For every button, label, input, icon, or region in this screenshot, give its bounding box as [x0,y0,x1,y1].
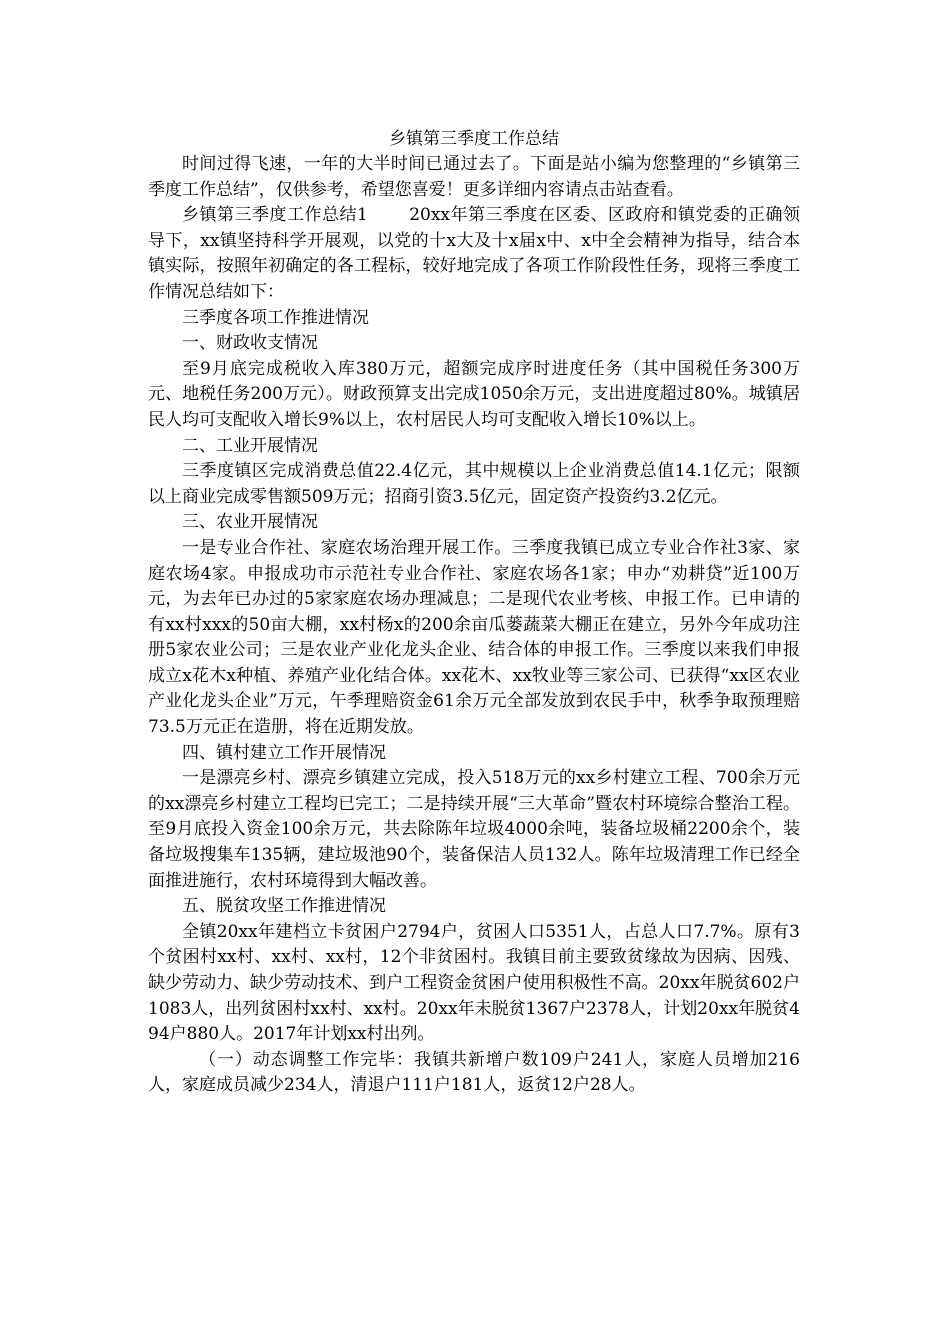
intro-paragraph: 时间过得飞速，一年的大半时间已通过去了。下面是站小编为您整理的“乡镇第三季度工作总结”，仅供参考，希望您喜爱！更多详细内容请点击站查看。 [148,154,800,200]
section-heading-construction: 四、镇村建立工作开展情况 [182,742,386,763]
document-title: 乡镇第三季度工作总结 [389,129,559,149]
poverty-paragraph: 全镇20xx年建档立卡贫困户2794户，贫困人口5351人，占总人口7.7%。原有3个贫困村xx村、xx村、xx村，12个非贫困村。我镇目前主要致贫缘故为因病、因残、缺少劳动力、缺少劳动技术、到户工程资金贫困户使用积极性不高。20xx年脱贫602户1083人，出列贫困村xx村、xx村。20xx年未脱贫1367户2378人，计划20xx年脱贫494户880人。2017年计划xx村出列。 [148,921,800,1045]
section-heading: 三季度各项工作推进情况 [182,307,369,328]
agriculture-paragraph: 一是专业合作社、家庭农场治理开展工作。三季度我镇已成立专业合作社3家、家庭农场4家。申报成功市示范社专业合作社、家庭农场各1家；申办“劝耕贷”近100万元，为去年已办过的5家家庭农场办理减息；二是现代农业考核、申报工作。已申请的有xx村xxx的50亩大棚，xx村杨x的200余亩瓜蒌蔬菜大棚正在建立，另外今年成功注册5家农业公司；三是农业产业化龙头企业、结合体的申报工作。三季度以来我们申报成立x花木x种植、养殖产业化结合体。xx花木、xx牧业等三家公司、已获得“xx区农业产业化龙头企业”万元，午季理赔资金61余万元全部发放到农民手中，秋季争取预理赔73.5万元正在造册，将在近期发放。 [148,537,800,738]
section-heading-poverty: 五、脱贫攻坚工作推进情况 [182,896,386,917]
section-heading-finance: 一、财政收支情况 [182,333,318,354]
finance-paragraph: 至9月底完成税收入库380万元，超额完成序时进度任务（其中国税任务300万元、地税任务200万元）。财政预算支出完成1050余万元，支出进度超过80%。城镇居民人均可支配收入增长9%以上，农村居民人均可支配收入增长10%以上。 [148,358,800,430]
section-heading-industry: 二、工业开展情况 [182,435,318,456]
section-heading-agriculture: 三、农业开展情况 [182,512,318,533]
document-page [148,126,800,1099]
industry-paragraph: 三季度镇区完成消费总值22.4亿元，其中规模以上企业消费总值14.1亿元；限额以上商业完成零售额509万元；招商引资3.5亿元，固定资产投资约3.2亿元。 [148,461,800,507]
construction-paragraph: 一是漂亮乡村、漂亮乡镇建立完成，投入518万元的xx乡村建立工程、700余万元的xx漂亮乡村建立工程均已完工；二是持续开展“三大革命”暨农村环境综合整治工程。至9月底投入资金100余万元，共去除陈年垃圾4000余吨，装备垃圾桶2200余个，装备垃圾搜集车135辆，建垃圾池90个，装备保洁人员132人。陈年垃圾清理工作已经全面推进施行，农村环境得到大幅改善。 [148,768,800,891]
adjustment-paragraph: （一）动态调整工作完毕：我镇共新增户数109户241人，家庭人员增加216人，家庭成员减少234人，清退户111户181人，返贫12户28人。 [148,1049,800,1096]
summary-paragraph: 乡镇第三季度工作总结1 20xx年第三季度在区委、区政府和镇党委的正确领导下，xx镇坚持科学开展观，以党的十x大及十x届x中、x中全会精神为指导，结合本镇实际，按照年初确定的各工程标，较好地完成了各项工作阶段性任务，现将三季度工作情况总结如下： [148,205,800,302]
